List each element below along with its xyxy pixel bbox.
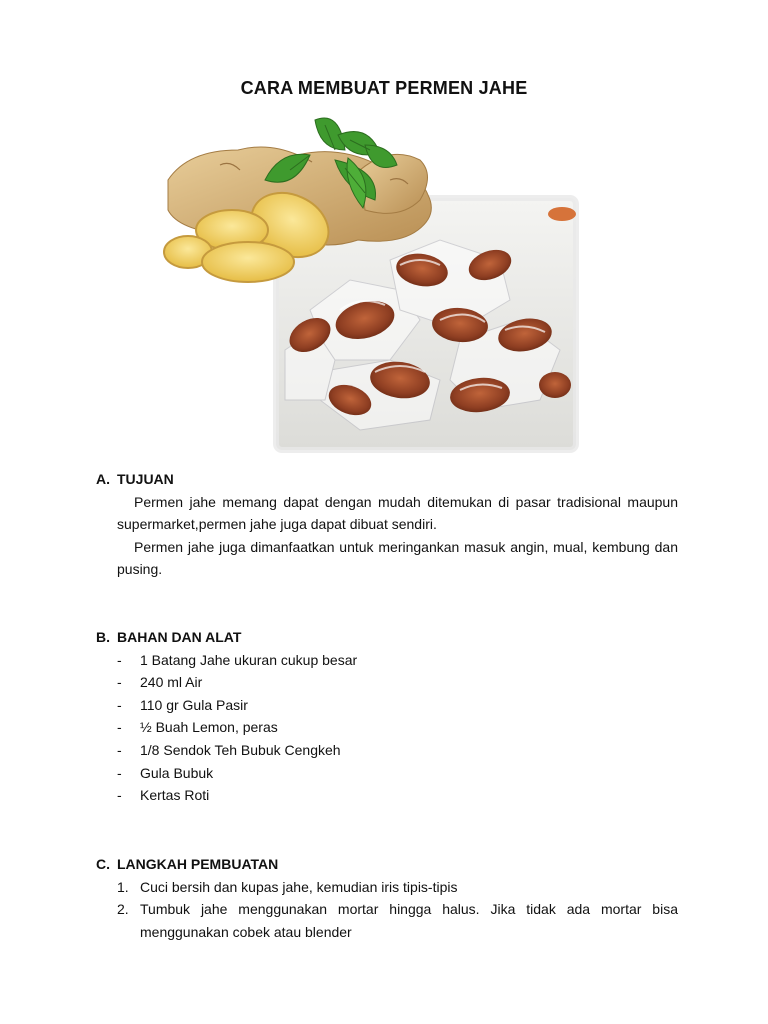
bullet: -: [117, 651, 122, 668]
list-item: [96, 671, 678, 694]
section-title: LANGKAH PEMBUATAN: [117, 856, 279, 872]
section-title: TUJUAN: [117, 471, 174, 487]
bullet: -: [117, 719, 122, 736]
section-bahan-dan-alat: [96, 626, 678, 807]
bullet: -: [117, 741, 122, 758]
list-item-text: ½ Buah Lemon, peras: [140, 719, 278, 736]
paragraph: Permen jahe juga dimanfaatkan untuk meringankan masuk angin, mual, kembung dan pusing.: [117, 538, 678, 578]
list-item: [96, 784, 678, 807]
section-heading: [96, 468, 678, 491]
list-item: [96, 694, 678, 717]
section-letter: B.: [96, 629, 110, 645]
bullet: -: [117, 787, 122, 804]
page-title: CARA MEMBUAT PERMEN JAHE: [240, 78, 528, 98]
bullet: -: [117, 674, 122, 691]
list-item: [96, 716, 678, 739]
list-item-text: 240 ml Air: [140, 674, 203, 691]
section-letter: A.: [96, 471, 110, 487]
list-item-text: 110 gr Gula Pasir: [140, 696, 248, 713]
step-number: 2.: [117, 901, 129, 918]
section-tujuan: [96, 468, 678, 581]
step-number: 1.: [117, 878, 129, 895]
section-heading: [96, 626, 678, 649]
step-text: Cuci bersih dan kupas jahe, kemudian iris tipis-tipis: [140, 878, 458, 895]
section-langkah-pembuatan: [96, 853, 678, 943]
list-item: [96, 762, 678, 785]
section-title: BAHAN DAN ALAT: [117, 629, 242, 645]
step-item: [96, 876, 678, 899]
bullet: -: [117, 764, 122, 781]
step-item: [96, 898, 678, 943]
section-letter: C.: [96, 856, 110, 872]
bullet: -: [117, 696, 122, 713]
illustration-group: [160, 110, 590, 460]
step-text: Tumbuk jahe menggunakan mortar hingga halus. Jika tidak ada mortar bisa menggunakan cobek atau blender: [140, 901, 678, 940]
list-item-text: Gula Bubuk: [140, 764, 214, 781]
section-heading: [96, 853, 678, 876]
illustration-svg: [160, 110, 590, 460]
list-item-text: Kertas Roti: [140, 787, 210, 804]
list-item-text: 1 Batang Jahe ukuran cukup besar: [140, 651, 358, 668]
list-item-text: 1/8 Sendok Teh Bubuk Cengkeh: [140, 741, 341, 758]
list-item: [96, 739, 678, 762]
list-item: [96, 649, 678, 672]
paragraph: Permen jahe memang dapat dengan mudah ditemukan di pasar tradisional maupun supermarket,permen jahe juga dapat dibuat sendiri.: [117, 493, 678, 533]
